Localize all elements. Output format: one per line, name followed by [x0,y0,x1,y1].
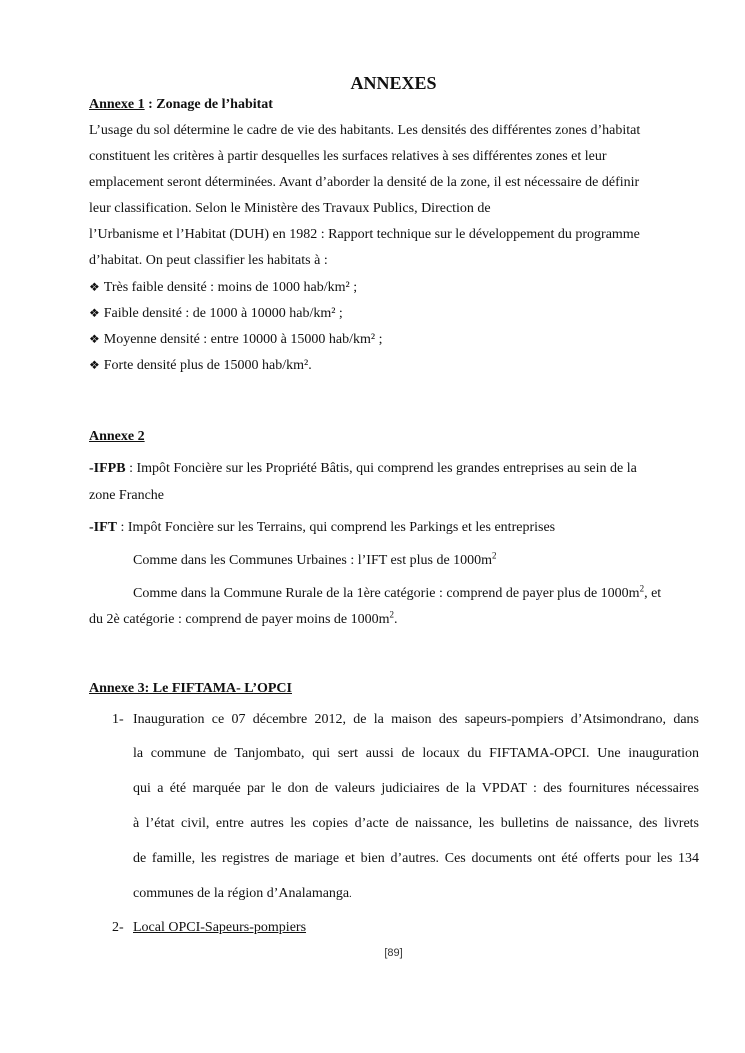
diamond-bullet-icon: ❖ [89,280,100,294]
page-title: ANNEXES [350,73,437,93]
annexe1-heading-rest: : Zonage de l’habitat [144,97,273,112]
item1-number: 1- [112,712,124,727]
bullet-text: Très faible densité : moins de 1000 hab/km² ; [103,280,358,295]
diamond-bullet-icon: ❖ [89,332,100,346]
list-item [89,330,382,349]
diamond-bullet-icon: ❖ [89,306,100,320]
list-item [89,304,343,323]
list-item [89,278,357,297]
period: . [349,889,352,900]
ifpb-text: : Impôt Foncière sur les Propriété Bâtis, qui comprend les grandes entreprises au sein de la [125,461,637,476]
item1-line-3: qui a été marquée par le don de valeurs judiciaires de la VPDAT : des fournitures nécessaires [133,781,699,796]
annexe1-line-2: constituent les critères à partir desquelles les surfaces relatives à ses différentes zones et leur [89,149,607,164]
annexe1-line-5: l’Urbanisme et l’Habitat (DUH) en 1982 : Rapport technique sur le développement du programme [89,227,640,242]
superscript: 2 [389,609,395,620]
ift-line [89,519,555,537]
period: . [394,612,398,627]
ift-rurale-tail: , et [644,586,662,601]
ift-urbaines-line [133,552,497,570]
bullet-text: Forte densité plus de 15000 hab/km². [103,358,312,373]
ift-rurale-continuation [89,611,398,629]
ift-urbaines-text: Comme dans les Communes Urbaines : l’IFT est plus de 1000m [133,553,493,568]
ift-rurale-text: Comme dans la Commune Rurale de la 1ère catégorie : comprend de payer plus de 1000m [133,586,640,601]
item1-line-1: Inauguration ce 07 décembre 2012, de la maison des sapeurs-pompiers d’Atsimondrano, dans [133,712,699,727]
bullet-text: Faible densité : de 1000 à 10000 hab/km² ; [103,306,343,321]
item2-text: Local OPCI-Sapeurs-pompiers [133,920,307,935]
annexe1-line-3: emplacement seront déterminées. Avant d’aborder la densité de la zone, il est nécessaire de définir [89,175,640,190]
ift-text: : Impôt Foncière sur les Terrains, qui comprend les Parkings et les entreprises [117,520,556,535]
ift-rurale-line [133,585,661,603]
list-item [89,356,312,375]
annexe2-heading: Annexe 2 [89,429,145,444]
item2-number: 2- [112,920,124,935]
annexe1-label: Annexe 1 [89,97,145,112]
superscript: 2 [492,550,497,561]
item1-last-text: communes de la région d’Analamanga [133,886,350,901]
superscript: 2 [639,583,645,594]
annexe1-heading [89,96,273,114]
ifpb-continuation: zone Franche [89,488,165,503]
page-number: [89] [384,947,403,959]
item1-line-6 [133,885,352,904]
ift-label: -IFT [89,520,117,535]
item1-line-5: de famille, les registres de mariage et bien d’autres. Ces documents ont été offerts pour les 134 [133,851,699,866]
bullet-text: Moyenne densité : entre 10000 à 15000 hab/km² ; [103,332,383,347]
diamond-bullet-icon: ❖ [89,358,100,372]
annexe1-line-4: leur classification. Selon le Ministère des Travaux Publics, Direction de [89,201,491,216]
ift-rurale-cont-text: du 2è catégorie : comprend de payer moins de 1000m [89,612,390,627]
item1-line-2: la commune de Tanjombato, qui sert aussi de locaux du FIFTAMA-OPCI. Une inauguration [133,746,699,761]
item1-line-4: à l’état civil, entre autres les copies d’acte de naissance, les bulletins de naissance, des livrets [133,816,699,831]
ifpb-line [89,460,637,478]
ifpb-label: -IFPB [89,461,126,476]
annexe3-heading: Annexe 3: Le FIFTAMA- L’OPCI [89,681,292,696]
annexe1-line-1: L’usage du sol détermine le cadre de vie des habitants. Les densités des différentes zones d’habitat [89,123,641,138]
annexe1-line-6: d’habitat. On peut classifier les habitats à : [89,253,328,268]
